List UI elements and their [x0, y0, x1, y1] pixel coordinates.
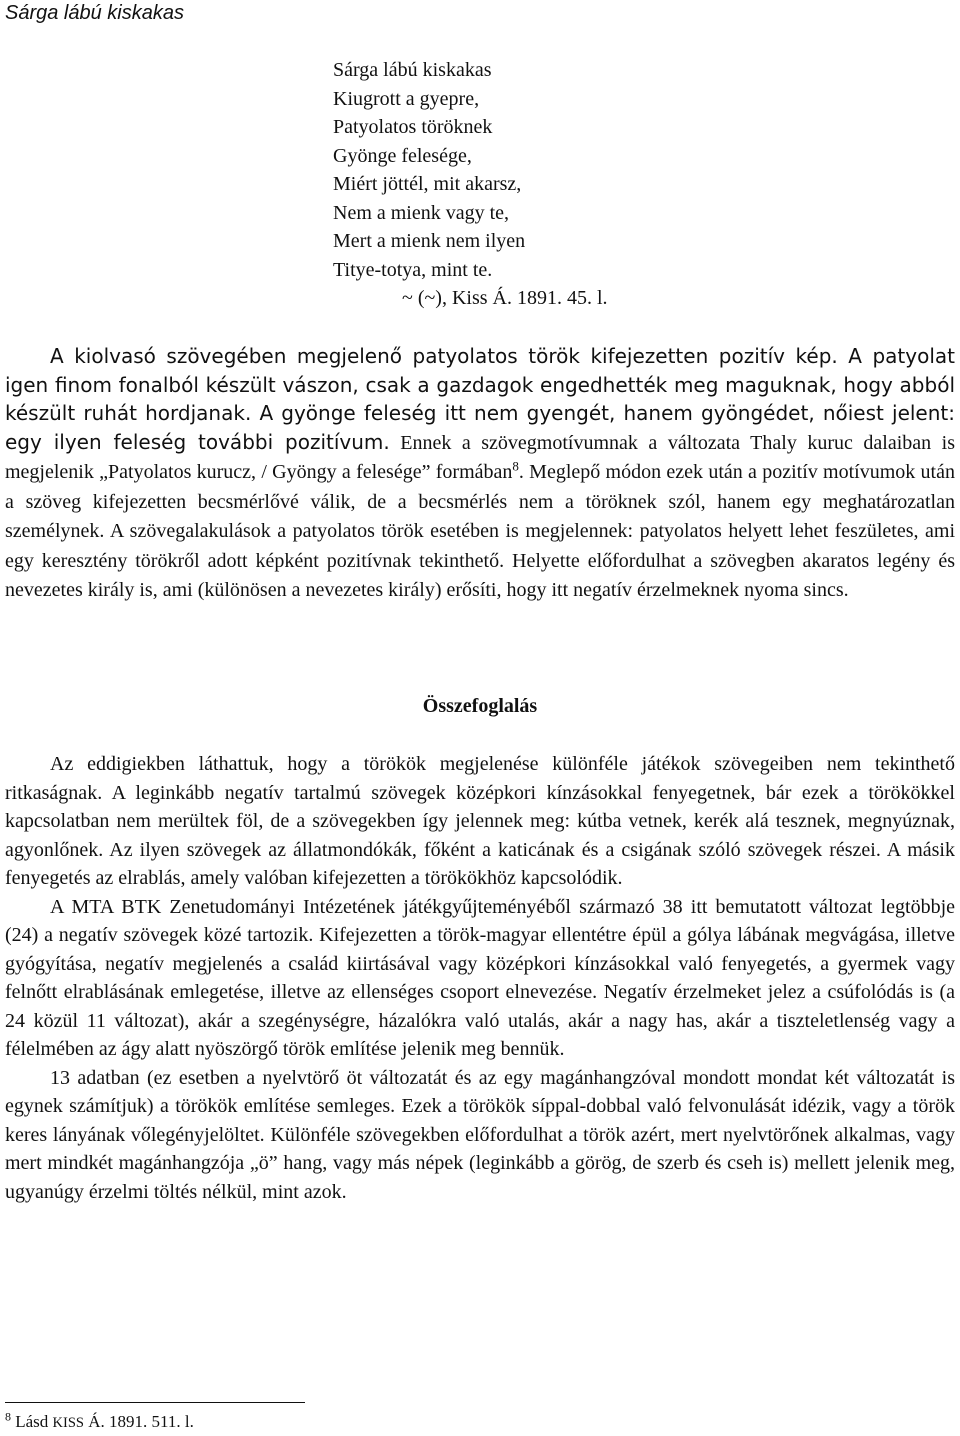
footnote-divider	[5, 1402, 305, 1403]
footnote-number: 8	[5, 1409, 11, 1424]
summary-section	[5, 750, 955, 1206]
footnote	[5, 1410, 194, 1435]
running-header	[5, 0, 184, 26]
poem-line: Sárga lábú kiskakas	[333, 59, 492, 81]
analysis-serif-text-1: Ennek a szövegmotívumnak a változata Thaly kuruc dalaiban is megjelenik „Patyolatos kurucz, / Gyöngy a felesége” formában	[5, 431, 955, 483]
poem-source: ~ (~), Kiss Á. 1891. 45. l.	[402, 287, 608, 309]
poem-line: Miért jöttél, mit akarsz,	[333, 173, 522, 195]
footnote-prefix: Lásd	[15, 1412, 53, 1431]
summary-paragraph: A MTA BTK Zenetudományi Intézetének játékgyűjteményéből származó 38 itt bemutatott változat legtöbbje (24) a negatív szövegek közé tartozik. Kifejezetten a török-magyar ellentétre épül a gólya lábának megvágása, illetve gyógyítása, negatív megjelenés a család kiirtásával vagy középkori kínzásokkal való fenyegetés, a gyermek vagy felnőtt elrablásának emlegetése, illetve az ellenséges csoport elnevezése. Negatív érzelmeket jelez a csúfolódás is (a 24 közül 11 változat), akár a szegénységre, házalókra való utalás, akár a nagy has, akár a tiszteletlenség vagy a félelmében az ágy alatt nyöszörgő török említése jelenik meg bennük.	[5, 895, 955, 1060]
section-heading: Összefoglalás	[422, 695, 538, 717]
poem-line: Mert a mienk nem ilyen	[333, 230, 526, 252]
footnote-reference: 8	[512, 458, 519, 474]
analysis-serif-text-2: . Meglepő módon ezek után a pozitív motívumok után a szöveg kifejezetten becsmérlővé válik, de a becsmérlés nem a töröknek szól, hanem egy meghatározatlan személynek. A szövegalakulások a patyolatos török esetében is megjelennek: patyolatos helyett lehet feszületes, ami egy keresztény törökről adott képként pozitívnak tekinthető. Helyette előfordulhat a szövegben akaratos legény és nevezetes király is, ami (különösen a nevezetes király) erősíti, hogy itt negatív érzelmeknek nyoma sincs.	[5, 461, 955, 601]
poem-line: Nem a mienk vagy te,	[333, 201, 510, 224]
poem-line: Kiugrott a gyepre,	[333, 87, 480, 110]
header-title: Sárga lábú kiskakas	[5, 2, 184, 24]
poem-line: Patyolatos töröknek	[333, 116, 493, 138]
analysis-paragraph	[5, 342, 955, 605]
poem	[333, 56, 608, 313]
summary-paragraph: Az eddigiekben láthattuk, hogy a törökök megjelenése különféle játékok szövegeiben nem tekinthető ritkaságnak. A leginkább negatív tartalmú szövegek középkori kínzásokkal fenyegetnek, bár ezek a törökökkel kapcsolatban nem merültek föl, de a szövegekben így jelennek meg: kútba vetnek, kerék alá tesznek, megnyúznak, agyonlőnek. Az ilyen szövegek az állatmondókák, főként a katicának és a csigának szóló szövegek részei. A másik fenyegetés az elrablás, amely valóban kifejezetten a törökökhöz kapcsolódik.	[5, 753, 955, 889]
summary-paragraph: 13 adatban (ez esetben a nyelvtörő öt változatát és az egy magánhangzóval mondott mondat két változatát is egynek számítjuk) a törökök említése semleges. Ezek a törökök síppal-dobbal való felvonulását idézik, vagy a török keres lányának vőlegényjelöltet. Különféle szövegekben előfordulhat a török azért, mert nyelvtörőnek alkalmas, vagy mert mindkét magánhangzója „ö” hang, vagy más népek (leginkább a görög, de szerb és cseh is) mellett jelenik meg, ugyanúgy érzelmi töltés nélkül, mint azok.	[5, 1066, 955, 1203]
footnote-author: KISS	[52, 1415, 84, 1431]
footnote-rest: Á. 1891. 511. l.	[83, 1412, 194, 1431]
poem-line: Titye-totya, mint te.	[333, 258, 493, 281]
poem-line: Gyönge felesége,	[333, 144, 472, 167]
analysis-sans-text: A kiolvasó szövegében megjelenő patyolatos török kifejezetten pozitív kép. A patyolat igen finom fonalból készült vászon, csak a gazdagok engedhették meg maguknak, hogy abból készült ruhát hordjanak. A gyönge feleség itt nem gyengét, hanem gyöngédet, nőiest jelent: egy ilyen feleség további pozitívum.	[5, 344, 955, 454]
